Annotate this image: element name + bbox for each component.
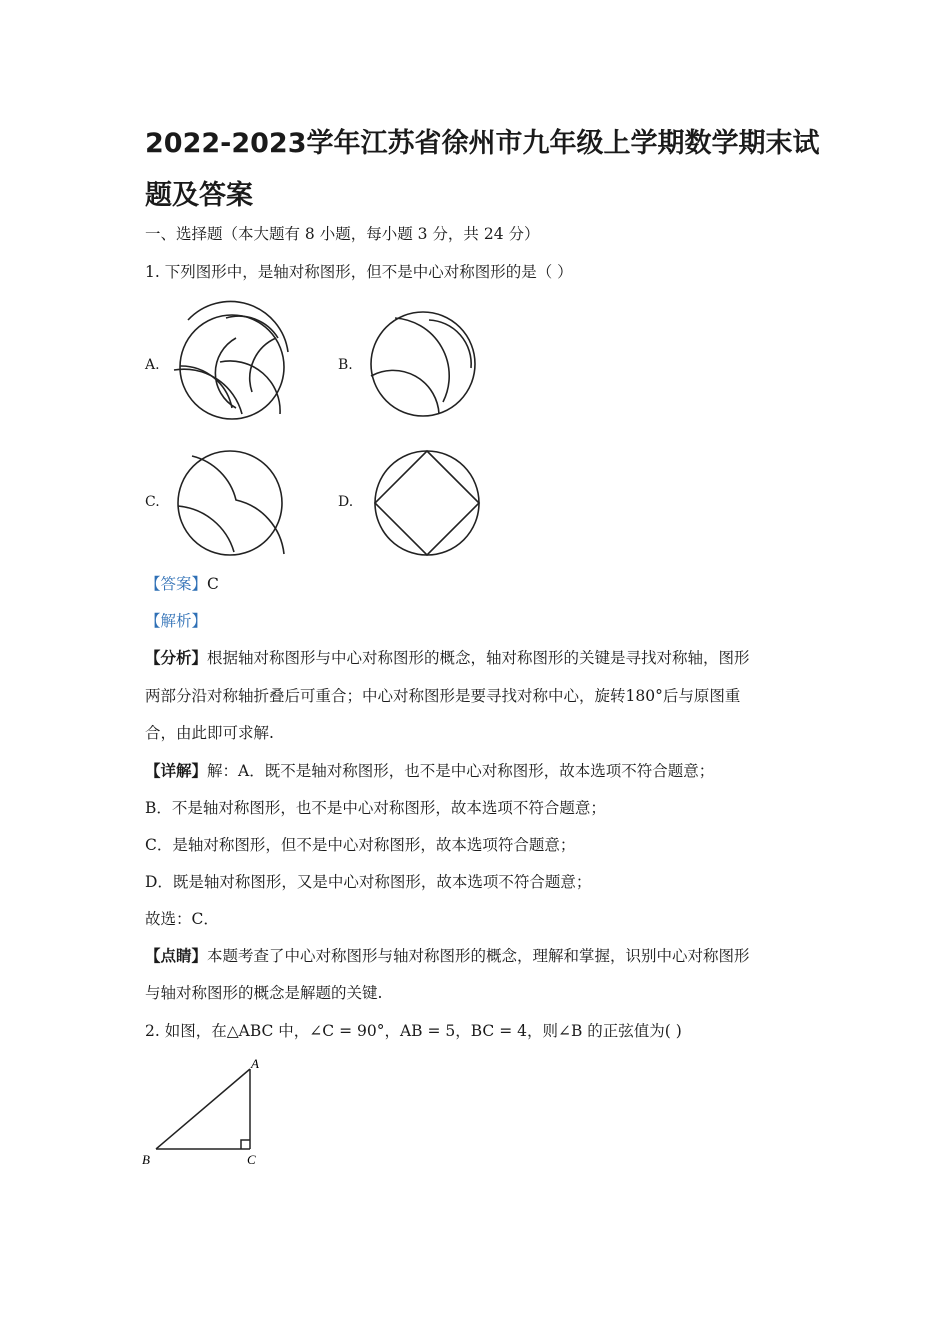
xiangjie-line-5: 故选：C． xyxy=(145,910,219,928)
triangle-figure xyxy=(140,1055,270,1170)
fenxi-line-1 xyxy=(145,648,750,668)
option-d-figure xyxy=(373,450,485,558)
vertex-b-label: B xyxy=(142,1152,150,1167)
question-1-stem: 1. 下列图形中，是轴对称图形，但不是中心对称图形的是（ ） xyxy=(145,263,573,281)
option-c-circle xyxy=(178,451,282,555)
fenxi-line-2: 两部分沿对称轴折叠后可重合；中心对称图形是要寻找对称中心，旋转180°后与原图重 xyxy=(145,687,741,705)
xiangjie-line-3: C．是轴对称图形，但不是中心对称图形，故本选项符合题意； xyxy=(145,836,576,854)
dianjing-text-1: 本题考查了中心对称图形与轴对称图形的概念，理解和掌握，识别中心对称图形 xyxy=(207,947,750,965)
xiangjie-text-1: 解：A．既不是轴对称图形，也不是中心对称图形，故本选项不符合题意； xyxy=(207,762,715,780)
option-c-label: C. xyxy=(145,494,160,510)
section-heading: 一、选择题（本大题有 8 小题，每小题 3 分，共 24 分） xyxy=(145,225,540,243)
page-title: 2022-2023学年江苏省徐州市九年级上学期数学期末试题及答案 xyxy=(145,128,820,211)
xiangjie-line-2: B．不是轴对称图形，也不是中心对称图形，故本选项不符合题意； xyxy=(145,799,606,817)
answer-tag: 【答案】 xyxy=(145,575,208,593)
option-a-arc xyxy=(215,338,236,408)
dianjing-line-2: 与轴对称图形的概念是解题的关键. xyxy=(145,984,383,1002)
option-c-figure xyxy=(172,450,292,560)
xiangjie-tag: 【详解】 xyxy=(145,761,208,780)
vertex-c-label: C xyxy=(247,1152,256,1167)
question-2-stem: 2. 如图，在△ABC 中，∠C = 90°，AB = 5，BC = 4，则∠B 的正弦值为( ) xyxy=(145,1022,682,1040)
vertex-a-label: A xyxy=(251,1056,259,1071)
option-b-arc xyxy=(395,318,449,402)
xiangjie-line-4: D．既是轴对称图形，又是中心对称图形，故本选项不符合题意； xyxy=(145,873,592,891)
xiangjie-line-1 xyxy=(145,761,714,781)
option-b-figure xyxy=(365,312,485,424)
fenxi-tag: 【分析】 xyxy=(145,648,208,667)
option-a-arc xyxy=(180,366,232,408)
option-a-label: A. xyxy=(145,357,160,373)
dianjing-line-1 xyxy=(145,946,750,966)
answer-line xyxy=(145,574,219,594)
answer-value: C xyxy=(207,575,219,593)
right-angle-mark xyxy=(241,1140,250,1149)
option-c-arc xyxy=(178,506,234,552)
side-ab xyxy=(156,1069,250,1149)
option-a-arc xyxy=(188,301,288,352)
option-d-label: D. xyxy=(338,494,354,510)
option-a-figure xyxy=(170,312,300,424)
option-b-label: B. xyxy=(338,357,353,373)
fenxi-text-1: 根据轴对称图形与中心对称图形的概念，轴对称图形的关键是寻找对称轴，图形 xyxy=(207,649,750,667)
option-b-arc xyxy=(429,320,471,368)
option-a-circle xyxy=(180,315,284,419)
option-d-circle xyxy=(375,451,479,555)
fenxi-line-3: 合，由此即可求解. xyxy=(145,724,274,742)
dianjing-tag: 【点睛】 xyxy=(145,946,208,965)
jiexi-tag: 【解析】 xyxy=(145,612,208,630)
option-b-arc xyxy=(371,370,439,414)
